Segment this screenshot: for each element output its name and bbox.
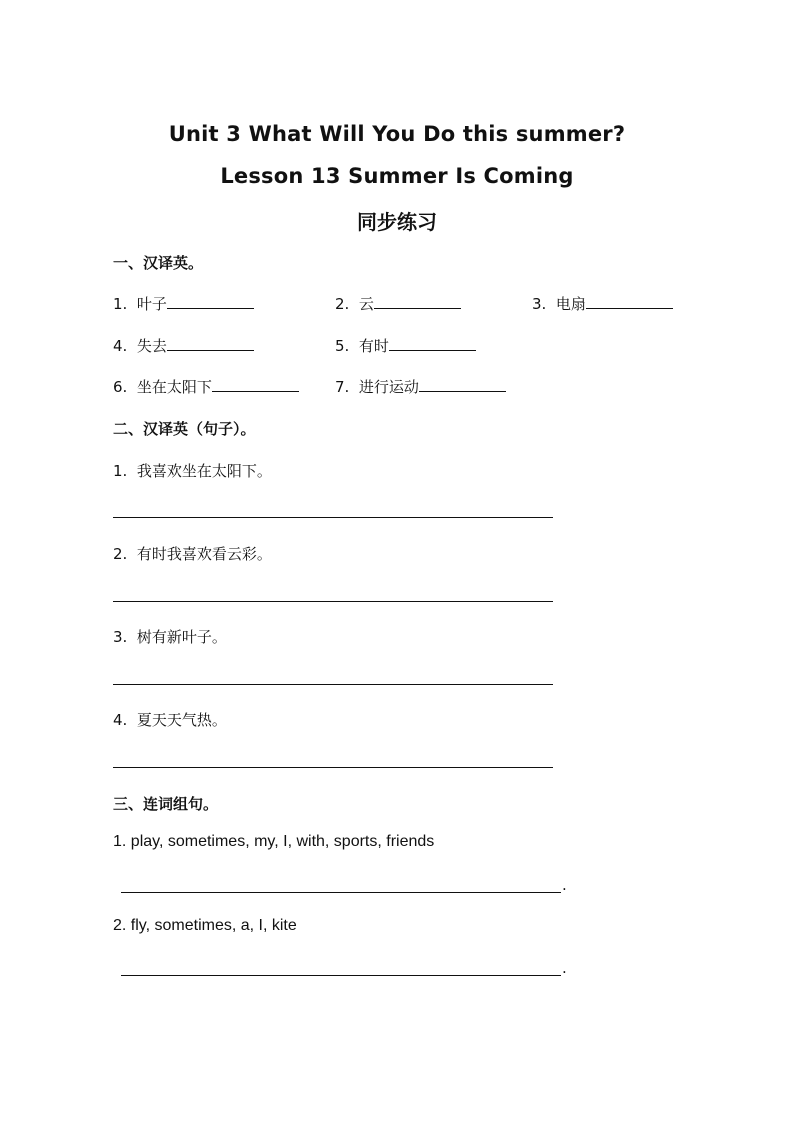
sentence-end: . bbox=[562, 959, 567, 977]
section1-heading: 一、汉译英。 bbox=[113, 254, 204, 272]
answer-blank[interactable] bbox=[374, 294, 461, 309]
vocab-item-3 bbox=[532, 293, 673, 314]
section2-heading: 二、汉译英（句子）。 bbox=[113, 420, 256, 438]
item-number: 7. bbox=[335, 378, 350, 396]
word-order-item-2: 2. fly, sometimes, a, I, kite bbox=[113, 917, 297, 934]
answer-line[interactable] bbox=[113, 517, 553, 518]
vocab-item-7 bbox=[335, 376, 506, 397]
item-number: 3. bbox=[113, 628, 128, 646]
item-number: 1. bbox=[113, 462, 128, 480]
answer-line[interactable] bbox=[113, 601, 553, 602]
word-order-item-1: 1. play, sometimes, my, I, with, sports, friends bbox=[113, 833, 435, 850]
sentence-item-4 bbox=[113, 709, 227, 730]
answer-line[interactable] bbox=[121, 892, 561, 893]
answer-line[interactable] bbox=[121, 975, 561, 976]
answer-blank[interactable] bbox=[419, 377, 506, 392]
item-text: 我喜欢坐在太阳下。 bbox=[136, 462, 272, 480]
item-number: 2. bbox=[335, 295, 350, 313]
item-number: 4. bbox=[113, 337, 128, 355]
vocab-item-2 bbox=[335, 293, 461, 314]
item-number: 4. bbox=[113, 711, 128, 729]
item-text: 叶子 bbox=[136, 295, 167, 313]
item-text: 进行运动 bbox=[358, 378, 419, 396]
answer-line[interactable] bbox=[113, 767, 553, 768]
item-text: 电扇 bbox=[555, 295, 586, 313]
sentence-item-2 bbox=[113, 543, 272, 564]
lesson-title: Lesson 13 Summer Is Coming bbox=[220, 164, 574, 188]
page-title: Unit 3 What Will You Do this summer? bbox=[168, 122, 626, 146]
answer-line[interactable] bbox=[113, 684, 553, 685]
item-text: 有时 bbox=[358, 337, 389, 355]
sentence-end: . bbox=[562, 876, 567, 894]
vocab-item-4 bbox=[113, 335, 254, 356]
item-number: 2. bbox=[113, 545, 128, 563]
answer-blank[interactable] bbox=[212, 377, 299, 392]
item-text: 坐在太阳下 bbox=[136, 378, 212, 396]
vocab-item-6 bbox=[113, 376, 299, 397]
item-number: 1. bbox=[113, 295, 128, 313]
item-number: 6. bbox=[113, 378, 128, 396]
answer-blank[interactable] bbox=[167, 294, 254, 309]
item-number: 5. bbox=[335, 337, 350, 355]
answer-blank[interactable] bbox=[586, 294, 673, 309]
answer-blank[interactable] bbox=[389, 336, 476, 351]
vocab-item-1 bbox=[113, 293, 254, 314]
section3-heading: 三、连词组句。 bbox=[113, 795, 219, 813]
sentence-item-1 bbox=[113, 460, 272, 481]
sentence-item-3 bbox=[113, 626, 227, 647]
item-number: 3. bbox=[532, 295, 547, 313]
vocab-item-5 bbox=[335, 335, 476, 356]
item-text: 夏天天气热。 bbox=[136, 711, 227, 729]
item-text: 云 bbox=[358, 295, 374, 313]
item-text: 树有新叶子。 bbox=[136, 628, 227, 646]
item-text: 失去 bbox=[136, 337, 167, 355]
answer-blank[interactable] bbox=[167, 336, 254, 351]
worksheet-title: 同步练习 bbox=[357, 210, 437, 234]
item-text: 有时我喜欢看云彩。 bbox=[136, 545, 272, 563]
